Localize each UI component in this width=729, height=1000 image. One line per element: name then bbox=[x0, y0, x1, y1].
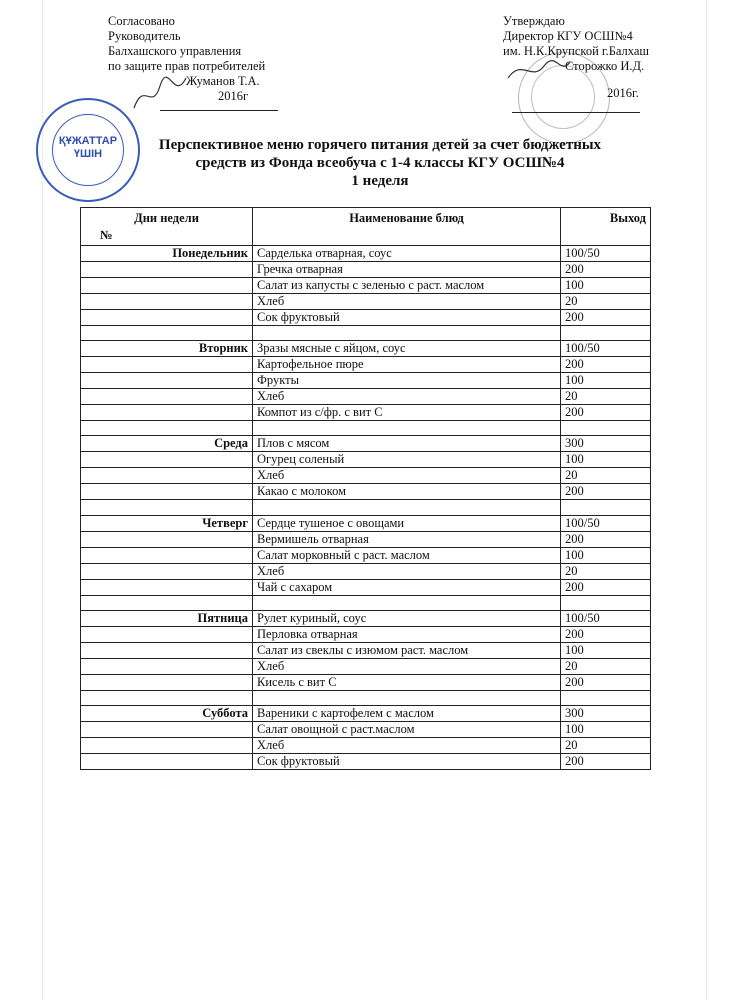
cell-output: 20 bbox=[561, 294, 651, 310]
cell-output: 20 bbox=[561, 563, 651, 579]
cell-day bbox=[81, 642, 253, 658]
cell-day bbox=[81, 531, 253, 547]
cell-dish: Плов с мясом bbox=[253, 436, 561, 452]
cell-day bbox=[81, 563, 253, 579]
cell-output: 100 bbox=[561, 547, 651, 563]
cell-dish: Хлеб bbox=[253, 737, 561, 753]
cell-day: Понедельник bbox=[81, 246, 253, 262]
header-day: Дни недели bbox=[81, 208, 253, 246]
approval-left-line: по защите прав потребителей bbox=[108, 59, 266, 73]
table-row bbox=[81, 658, 651, 674]
table-row bbox=[81, 737, 651, 753]
cell-dish: Хлеб bbox=[253, 658, 561, 674]
table-row bbox=[81, 405, 651, 421]
cell-output: 200 bbox=[561, 753, 651, 769]
approval-right-date: 2016г. bbox=[607, 86, 639, 100]
cell-output: 200 bbox=[561, 357, 651, 373]
header-dish: Наименование блюд bbox=[253, 208, 561, 246]
cell-output: 300 bbox=[561, 705, 651, 721]
table-row bbox=[81, 579, 651, 595]
table-row bbox=[81, 500, 651, 515]
table-row bbox=[81, 642, 651, 658]
cell-dish: Фрукты bbox=[253, 373, 561, 389]
cell-dish: Салат овощной с раст.маслом bbox=[253, 721, 561, 737]
cell-output: 300 bbox=[561, 436, 651, 452]
table-row bbox=[81, 563, 651, 579]
cell-output: 200 bbox=[561, 310, 651, 326]
cell-dish: Сарделька отварная, соус bbox=[253, 246, 561, 262]
faded-stamp-right bbox=[518, 52, 610, 144]
cell-output bbox=[561, 595, 651, 610]
cell-output: 100 bbox=[561, 721, 651, 737]
cell-output: 100/50 bbox=[561, 515, 651, 531]
signature-left-icon bbox=[130, 72, 190, 116]
table-header-row bbox=[81, 208, 651, 246]
cell-dish bbox=[253, 595, 561, 610]
cell-day: Суббота bbox=[81, 705, 253, 721]
cell-output: 200 bbox=[561, 405, 651, 421]
cell-day: Пятница bbox=[81, 610, 253, 626]
cell-output: 200 bbox=[561, 626, 651, 642]
cell-dish bbox=[253, 421, 561, 436]
cell-output: 100 bbox=[561, 642, 651, 658]
cell-day bbox=[81, 626, 253, 642]
cell-day bbox=[81, 468, 253, 484]
cell-dish: Вермишель отварная bbox=[253, 531, 561, 547]
cell-day bbox=[81, 262, 253, 278]
cell-output bbox=[561, 500, 651, 515]
cell-dish: Хлеб bbox=[253, 389, 561, 405]
cell-dish: Хлеб bbox=[253, 563, 561, 579]
cell-output: 200 bbox=[561, 531, 651, 547]
table-row bbox=[81, 484, 651, 500]
cell-output: 100/50 bbox=[561, 341, 651, 357]
title-line: Перспективное меню горячего питания детей за счет бюджетных bbox=[158, 137, 602, 153]
cell-output: 200 bbox=[561, 674, 651, 690]
cell-output: 100/50 bbox=[561, 610, 651, 626]
cell-output bbox=[561, 690, 651, 705]
cell-dish: Рулет куриный, соус bbox=[253, 610, 561, 626]
cell-day bbox=[81, 721, 253, 737]
table-row bbox=[81, 468, 651, 484]
cell-dish: Салат морковный с раст. маслом bbox=[253, 547, 561, 563]
cell-day: Среда bbox=[81, 436, 253, 452]
menu-table bbox=[80, 207, 651, 770]
stamp-text-line: ҚҰЖАТТАР bbox=[58, 135, 118, 147]
title-line: средств из Фонда всеобуча с 1-4 классы КГУ ОСШ№4 bbox=[195, 155, 565, 171]
cell-day bbox=[81, 737, 253, 753]
stamp-inner-ring bbox=[531, 65, 595, 129]
cell-dish: Зразы мясные с яйцом, соус bbox=[253, 341, 561, 357]
cell-day bbox=[81, 278, 253, 294]
table-row bbox=[81, 389, 651, 405]
table-row bbox=[81, 626, 651, 642]
table-row bbox=[81, 278, 651, 294]
cell-dish: Кисель с вит С bbox=[253, 674, 561, 690]
cell-output: 200 bbox=[561, 484, 651, 500]
cell-dish: Чай с сахаром bbox=[253, 579, 561, 595]
cell-output: 100 bbox=[561, 452, 651, 468]
table-row bbox=[81, 262, 651, 278]
table-row bbox=[81, 690, 651, 705]
stamp-text-line: ҮШІН bbox=[73, 148, 103, 160]
cell-day bbox=[81, 547, 253, 563]
cell-dish: Сердце тушеное с овощами bbox=[253, 515, 561, 531]
approval-right-line: Директор КГУ ОСШ№4 bbox=[503, 29, 633, 43]
cell-dish bbox=[253, 500, 561, 515]
cell-day bbox=[81, 753, 253, 769]
cell-day bbox=[81, 595, 253, 610]
table-row bbox=[81, 531, 651, 547]
cell-day bbox=[81, 405, 253, 421]
cell-output: 100 bbox=[561, 373, 651, 389]
cell-dish: Хлеб bbox=[253, 294, 561, 310]
cell-dish: Перловка отварная bbox=[253, 626, 561, 642]
cell-day bbox=[81, 484, 253, 500]
cell-dish bbox=[253, 326, 561, 341]
cell-day bbox=[81, 674, 253, 690]
approval-right-line: им. Н.К.Крупской г.Балхаш bbox=[503, 44, 650, 58]
approval-left-line: Балхашского управления bbox=[108, 44, 242, 58]
table-row bbox=[81, 705, 651, 721]
table-row bbox=[81, 547, 651, 563]
cell-day bbox=[81, 452, 253, 468]
approval-left-signatory: Жуманов Т.А. bbox=[186, 74, 260, 88]
cell-dish bbox=[253, 690, 561, 705]
cell-output: 20 bbox=[561, 468, 651, 484]
cell-dish: Огурец соленый bbox=[253, 452, 561, 468]
cell-day bbox=[81, 294, 253, 310]
cell-day bbox=[81, 310, 253, 326]
table-row bbox=[81, 721, 651, 737]
cell-dish: Вареники с картофелем с маслом bbox=[253, 705, 561, 721]
cell-output bbox=[561, 326, 651, 341]
table-row bbox=[81, 436, 651, 452]
cell-dish: Какао с молоком bbox=[253, 484, 561, 500]
table-row bbox=[81, 310, 651, 326]
page-title bbox=[100, 136, 660, 190]
cell-dish: Гречка отварная bbox=[253, 262, 561, 278]
cell-day bbox=[81, 500, 253, 515]
cell-day bbox=[81, 373, 253, 389]
cell-day bbox=[81, 658, 253, 674]
cell-day: Четверг bbox=[81, 515, 253, 531]
cell-day bbox=[81, 389, 253, 405]
table-row bbox=[81, 421, 651, 436]
cell-output: 200 bbox=[561, 262, 651, 278]
table-row bbox=[81, 452, 651, 468]
cell-day bbox=[81, 690, 253, 705]
cell-dish: Салат из капусты с зеленью с раст. маслом bbox=[253, 278, 561, 294]
cell-day bbox=[81, 579, 253, 595]
cell-dish: Сок фруктовый bbox=[253, 310, 561, 326]
title-subtitle: 1 неделя bbox=[351, 173, 409, 189]
cell-output: 100/50 bbox=[561, 246, 651, 262]
cell-dish: Сок фруктовый bbox=[253, 753, 561, 769]
approval-right-line: Утверждаю bbox=[503, 14, 565, 28]
approval-right-signatory: Сторожко И.Д. bbox=[565, 59, 645, 73]
cell-output: 20 bbox=[561, 658, 651, 674]
table-row bbox=[81, 515, 651, 531]
cell-day bbox=[81, 357, 253, 373]
cell-dish: Компот из с/фр. с вит С bbox=[253, 405, 561, 421]
table-row bbox=[81, 373, 651, 389]
table-row bbox=[81, 595, 651, 610]
menu-table-body bbox=[81, 246, 651, 770]
cell-output: 100 bbox=[561, 278, 651, 294]
table-row bbox=[81, 674, 651, 690]
header-output: Выход bbox=[561, 208, 651, 246]
table-row bbox=[81, 753, 651, 769]
cell-dish: Салат из свеклы с изюмом раст. маслом bbox=[253, 642, 561, 658]
cell-output: 200 bbox=[561, 579, 651, 595]
cell-dish: Картофельное пюре bbox=[253, 357, 561, 373]
table-row bbox=[81, 326, 651, 341]
cell-output: 20 bbox=[561, 389, 651, 405]
approval-left-date: 2016г bbox=[218, 89, 249, 103]
cell-dish: Хлеб bbox=[253, 468, 561, 484]
table-row bbox=[81, 294, 651, 310]
cell-day bbox=[81, 326, 253, 341]
table-row bbox=[81, 246, 651, 262]
approval-left-line: Согласовано bbox=[108, 14, 175, 28]
cell-output: 20 bbox=[561, 737, 651, 753]
cell-output bbox=[561, 421, 651, 436]
approval-left-line: Руководитель bbox=[108, 29, 181, 43]
header-number: № bbox=[100, 228, 113, 242]
table-row bbox=[81, 610, 651, 626]
table-row bbox=[81, 357, 651, 373]
cell-day bbox=[81, 421, 253, 436]
table-row bbox=[81, 341, 651, 357]
cell-day: Вторник bbox=[81, 341, 253, 357]
scan-streak bbox=[706, 0, 707, 1000]
